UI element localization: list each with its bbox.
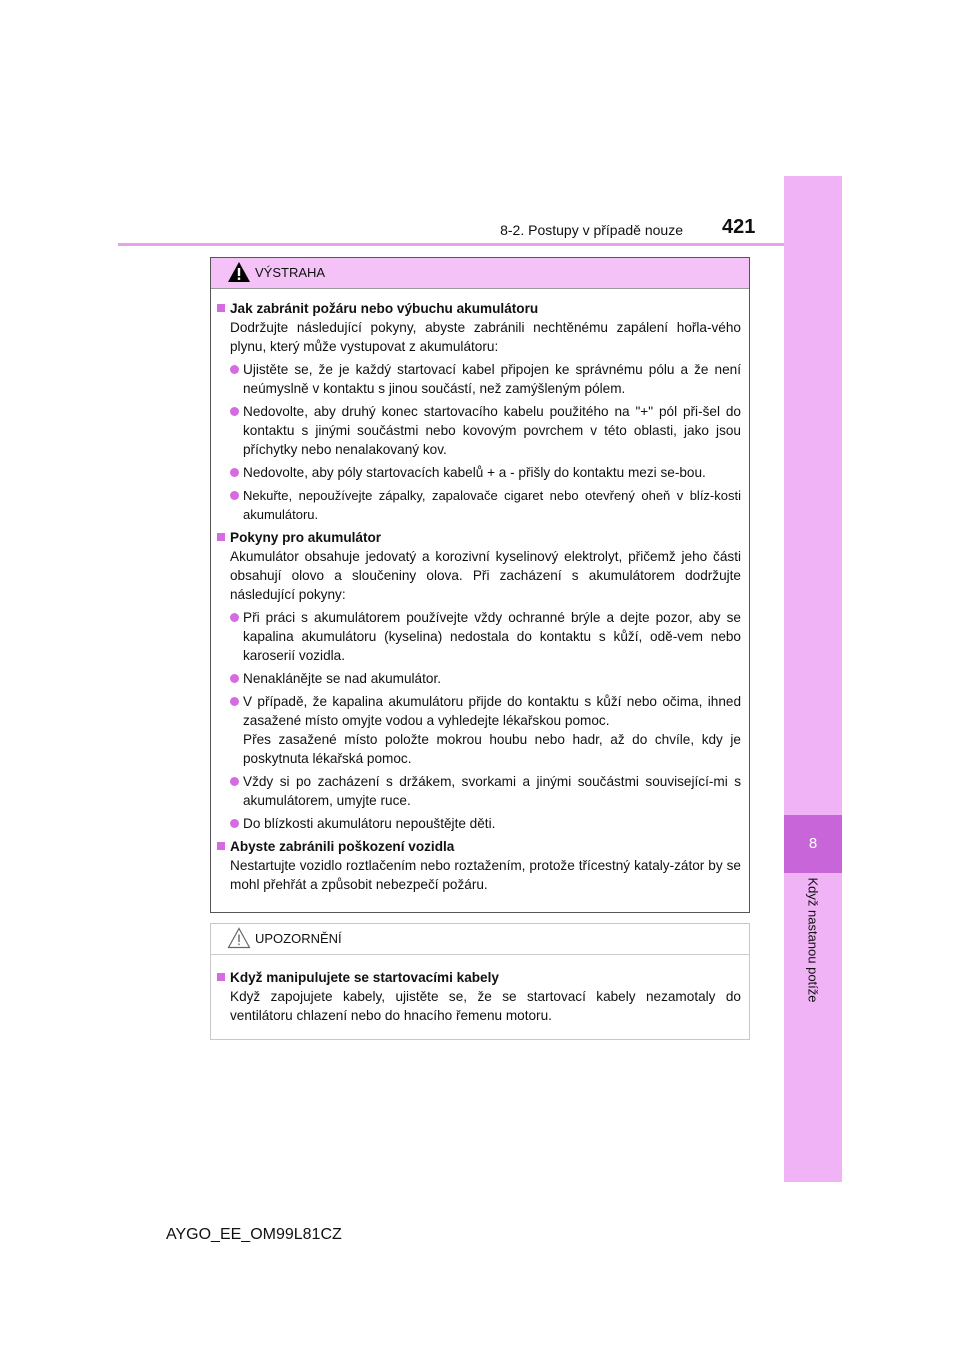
square-bullet-icon (217, 304, 225, 312)
chapter-number: 8 (784, 815, 842, 873)
document-code: AYGO_EE_OM99L81CZ (166, 1226, 342, 1243)
round-bullet-icon (230, 365, 239, 374)
warning-section-title: Abyste zabránili poškození vozidla (217, 837, 741, 856)
header-rule (118, 243, 784, 246)
round-bullet-icon (230, 491, 239, 500)
caution-section-title: Když manipulujete se startovacími kabely (217, 968, 741, 987)
list-item: V případě, že kapalina akumulátoru přijde do kontaktu s kůží nebo očima, ihned zasažené místo omyjte vodou a vyhledejte lékařskou pomoc. (217, 692, 741, 730)
caution-header (211, 924, 749, 955)
warning-box (210, 257, 750, 913)
warning-header (211, 258, 749, 289)
square-bullet-icon (217, 533, 225, 541)
warning-section-intro: Dodržujte následující pokyny, abyste zabránili nechtěnému zapálení hořla-vého plynu, který může vystupovat z akumulátoru: (230, 320, 741, 354)
round-bullet-icon (230, 468, 239, 477)
round-bullet-icon (230, 613, 239, 622)
caution-triangle-icon (227, 927, 251, 949)
caution-title: UPOZORNĚNÍ (255, 931, 342, 946)
caution-text: Když zapojujete kabely, ujistěte se, že se startovací kabely nezamotaly do ventilátoru chlazení nebo do hnacího řemenu motoru. (230, 989, 741, 1023)
warning-section-intro: Akumulátor obsahuje jedovatý a korozivní kyselinový elektrolyt, přičemž jeho části obsahují olovo a sloučeniny olova. Při zacházení s akumulátorem dodržujte následující pokyny: (230, 549, 741, 602)
warning-title: VÝSTRAHA (255, 265, 326, 280)
list-item: Vždy si po zacházení s držákem, svorkami a jinými součástmi související-mi s akumulátorem, umyjte ruce. (217, 772, 741, 810)
round-bullet-icon (230, 407, 239, 416)
warning-section-title: Jak zabránit požáru nebo výbuchu akumulátoru (217, 299, 741, 318)
caution-body (211, 955, 749, 1025)
list-item-continuation: Přes zasažené místo položte mokrou houbu nebo hadr, až do chvíle, kdy je poskytnuta lékařská pomoc. (243, 732, 741, 766)
list-item: Do blízkosti akumulátoru nepouštějte děti. (217, 814, 741, 833)
list-item: Nekuřte, nepoužívejte zápalky, zapalovače cigaret nebo otevřený oheň v blíz-kosti akumulátoru. (217, 486, 741, 524)
warning-body (211, 289, 749, 894)
round-bullet-icon (230, 819, 239, 828)
list-item: Ujistěte se, že je každý startovací kabel připojen ke správnému pólu a že není neúmyslně v kontaktu s jinou součástí, než zamýšleným pólem. (217, 360, 741, 398)
round-bullet-icon (230, 697, 239, 706)
section-title: 8-2. Postupy v případě nouze (500, 222, 683, 238)
list-item: Nenaklánějte se nad akumulátor. (217, 669, 741, 688)
square-bullet-icon (217, 973, 225, 981)
warning-section-intro: Nestartujte vozidlo roztlačením nebo roztažením, protože třícestný kataly-zátor by se mohl přehřát a způsobit nebezpečí požáru. (230, 858, 741, 892)
warning-triangle-icon (227, 261, 251, 283)
chapter-title: Když nastanou potíže (805, 877, 821, 1003)
list-item: Při práci s akumulátorem používejte vždy ochranné brýle a dejte pozor, aby se kapalina akumulátoru (kyselina) nedostala do kontaktu s kůží, odě-vem nebo karoserií vozidla. (217, 608, 741, 665)
page-number: 421 (722, 216, 756, 238)
list-item: Nedovolte, aby druhý konec startovacího kabelu použitého na "+" pól při-šel do kontaktu s jinými součástmi nebo kovovým povrchem v této oblasti, jako jsou příchytky nebo nenalakovaný kov. (217, 402, 741, 459)
round-bullet-icon (230, 674, 239, 683)
caution-box (210, 923, 750, 1040)
round-bullet-icon (230, 777, 239, 786)
warning-section-title: Pokyny pro akumulátor (217, 528, 741, 547)
square-bullet-icon (217, 842, 225, 850)
chapter-side-tab (784, 176, 842, 1182)
list-item: Nedovolte, aby póly startovacích kabelů + a - přišly do kontaktu mezi se-bou. (217, 463, 741, 482)
